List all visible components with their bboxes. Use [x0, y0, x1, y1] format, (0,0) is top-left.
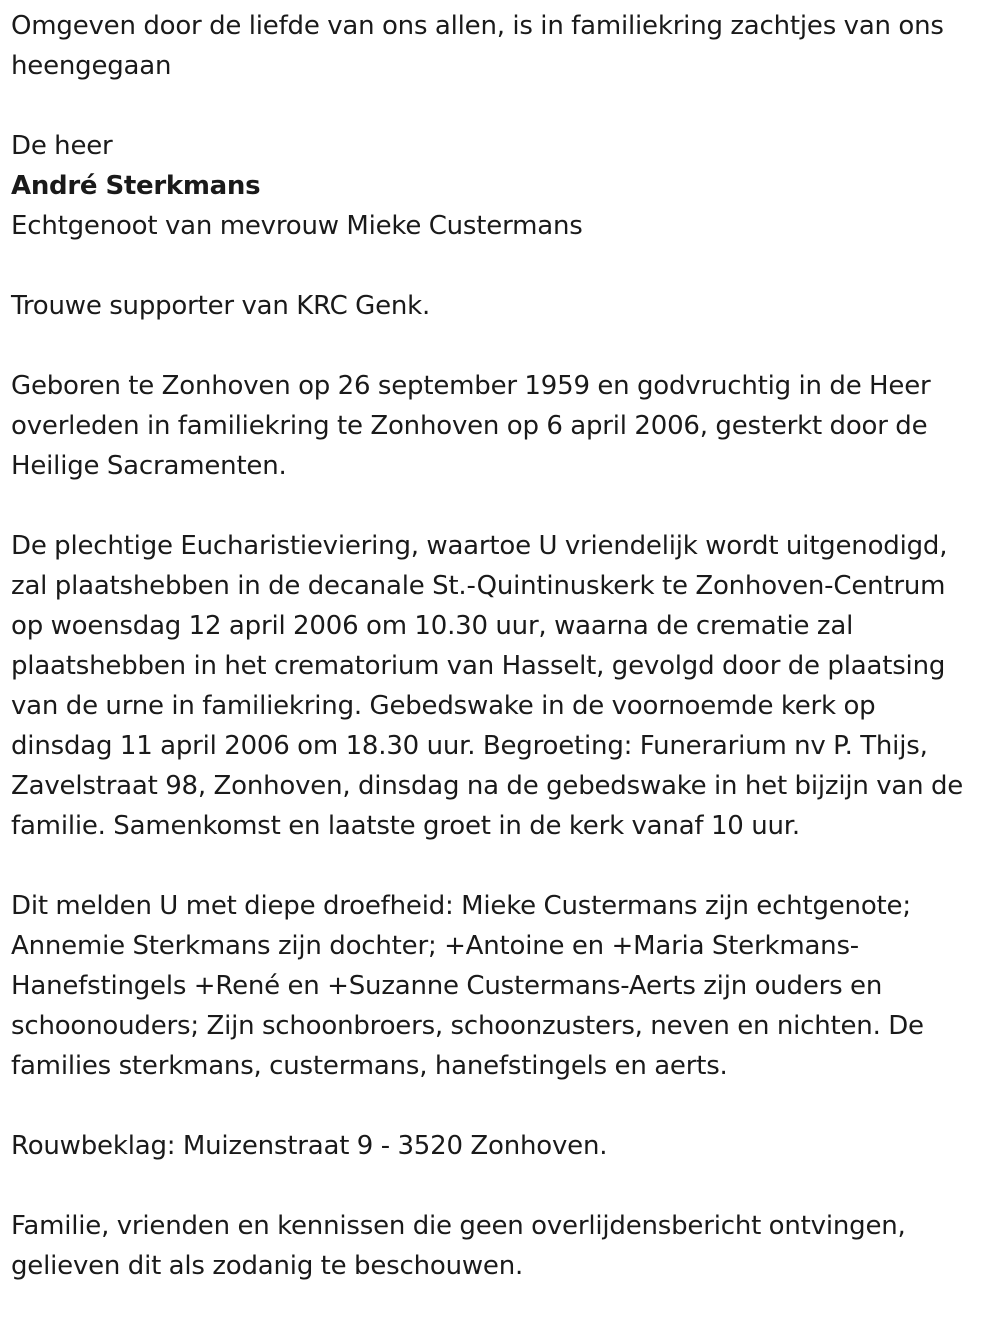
deceased-name: André Sterkmans	[11, 171, 261, 201]
salutation: De heer	[11, 131, 113, 161]
spacer	[11, 846, 980, 886]
spacer	[11, 1166, 980, 1206]
family-paragraph: Dit melden U met diepe droefheid: Mieke Custermans zijn echtgenote; Annemie Sterkmans zijn dochter; +Antoine en +Maria Sterkmans-Hanefstingels +René en +Suzanne Custermans-Aerts zijn ouders en schoonouders; Zijn schoonbroers, schoonzusters, neven en nichten. De families sterkmans, custermans, hanefstingels en aerts.	[11, 891, 924, 1081]
spacer	[11, 1086, 980, 1126]
condolence-address: Rouwbeklag: Muizenstraat 9 - 3520 Zonhoven.	[11, 1131, 608, 1161]
intro-paragraph: Omgeven door de liefde van ons allen, is in familiekring zachtjes van ons heengegaan	[11, 11, 944, 81]
closing-paragraph: Familie, vrienden en kennissen die geen overlijdensbericht ontvingen, gelieven dit als zodanig te beschouwen.	[11, 1211, 906, 1281]
ceremony-paragraph: De plechtige Eucharistieviering, waartoe U vriendelijk wordt uitgenodigd, zal plaatshebben in de decanale St.-Quintinuskerk te Zonhoven-Centrum op woensdag 12 april 2006 om 10.30 uur, waarna de crematie zal plaatshebben in het crematorium van Hasselt, gevolgd door de plaatsing van de urne in familiekring. Gebedswake in de voornoemde kerk op dinsdag 11 april 2006 om 18.30 uur. Begroeting: Funerarium nv P. Thijs, Zavelstraat 98, Zonhoven, dinsdag na de gebedswake in het bijzijn van de familie. Samenkomst en laatste groet in de kerk vanaf 10 uur.	[11, 531, 964, 841]
spacer	[11, 486, 980, 526]
birth-death-paragraph: Geboren te Zonhoven op 26 september 1959 en godvruchtig in de Heer overleden in familiekring te Zonhoven op 6 april 2006, gesterkt door de Heilige Sacramenten.	[11, 371, 931, 481]
spacer	[11, 86, 980, 126]
spouse-line: Echtgenoot van mevrouw Mieke Custermans	[11, 211, 583, 241]
spacer	[11, 326, 980, 366]
supporter-line: Trouwe supporter van KRC Genk.	[11, 291, 431, 321]
spacer	[11, 246, 980, 286]
